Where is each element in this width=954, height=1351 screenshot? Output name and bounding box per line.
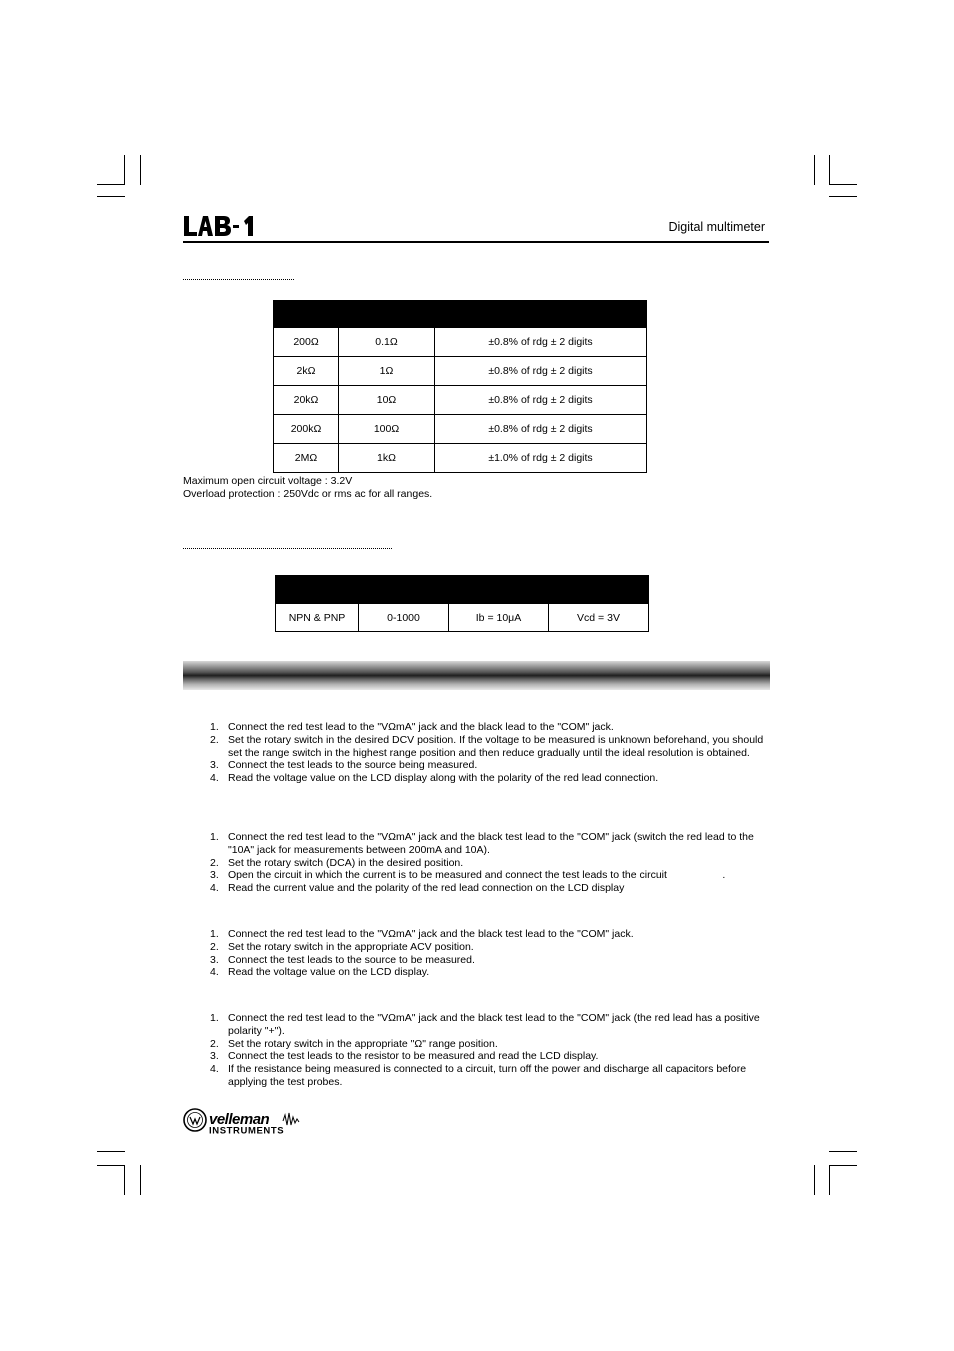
section-underline (183, 548, 392, 549)
list-item: 2. Set the rotary switch in the appropriate ACV position. (210, 940, 474, 953)
list-item: 1. Connect the red test lead to the "VΩmA" jack and the black lead to the "COM" jack. (210, 721, 614, 733)
list-item: 2. Set the rotary switch in the desired DCV position. If the voltage to be measured is unknown beforehand, you should set the range switch in the highest range position and then reduce gradually until the ideal resolution is obtained. (210, 733, 764, 759)
page-title: Digital multimeter (668, 220, 765, 234)
list-item: 1. Connect the red test lead to the "VΩmA" jack and the black test lead to the "COM" jack. (210, 928, 634, 940)
list-item: 4. Read the voltage value on the LCD display. (210, 966, 430, 979)
dca-steps (183, 831, 768, 895)
overload-note: Overload protection : 250Vdc or rms ac for all ranges. (183, 488, 433, 500)
lab1-logo (183, 213, 255, 239)
svg-text:INSTRUMENTS: INSTRUMENTS (209, 1125, 285, 1135)
list-item: 4. Read the voltage value on the LCD display along with the polarity of the red lead connection. (210, 772, 659, 785)
list-item: 3. Connect the test leads to the source to be measured. (210, 953, 475, 966)
velleman-instruments-logo (183, 1107, 319, 1135)
table-row: 20kΩ 10Ω ±0.8% of rdg ± 2 digits (274, 386, 647, 415)
list-item: 3. Connect the test leads to the resistor to be measured and read the LCD display. (210, 1050, 599, 1063)
section-heading-bar (183, 661, 770, 690)
list-item: 4. If the resistance being measured is connected to a circuit, turn off the power and discharge all capacitors before applying the test probes. (210, 1063, 747, 1088)
header-rule (183, 241, 769, 243)
max-voltage-note: Maximum open circuit voltage : 3.2V (183, 475, 353, 487)
svg-text:velleman: velleman (209, 1111, 270, 1128)
table-header-row (276, 576, 649, 604)
list-item: 1. Connect the red test lead to the "VΩmA" jack and the black test lead to the "COM" jack (switch the red lead to the "10A" jack for measurements between 200mA and 10A). (210, 831, 754, 856)
resistance-notes (183, 475, 432, 501)
table-row: 200kΩ 100Ω ±0.8% of rdg ± 2 digits (274, 415, 647, 444)
table-row: 2MΩ 1kΩ ±1.0% of rdg ± 2 digits (274, 444, 647, 473)
list-item: 2. Set the rotary switch in the appropriate "Ω" range position. (210, 1037, 498, 1050)
acv-steps (183, 928, 768, 979)
transistor-spec-table (275, 575, 649, 632)
resistance-steps (183, 1012, 768, 1089)
dcv-steps (183, 721, 768, 785)
table-row: 200Ω 0.1Ω ±0.8% of rdg ± 2 digits (274, 328, 647, 357)
list-item: 3. Connect the test leads to the source being measured. (210, 759, 478, 772)
list-item: 3. Open the circuit in which the current is to be measured and connect the test leads to the circuit . (210, 869, 726, 882)
table-row: NPN & PNP 0-1000 Ib = 10μA Vcd = 3V (276, 604, 649, 632)
table-header-row (274, 301, 647, 328)
resistance-spec-table (273, 300, 647, 473)
table-row: 2kΩ 1Ω ±0.8% of rdg ± 2 digits (274, 357, 647, 386)
list-item: 1. Connect the red test lead to the "VΩmA" jack and the black test lead to the "COM" jack (the red lead has a positive polarity "+"). (210, 1012, 760, 1037)
list-item: 4. Read the current value and the polarity of the red lead connection on the LCD display (210, 882, 625, 895)
section-underline (183, 279, 294, 280)
list-item: 2. Set the rotary switch (DCA) in the desired position. (210, 856, 464, 869)
